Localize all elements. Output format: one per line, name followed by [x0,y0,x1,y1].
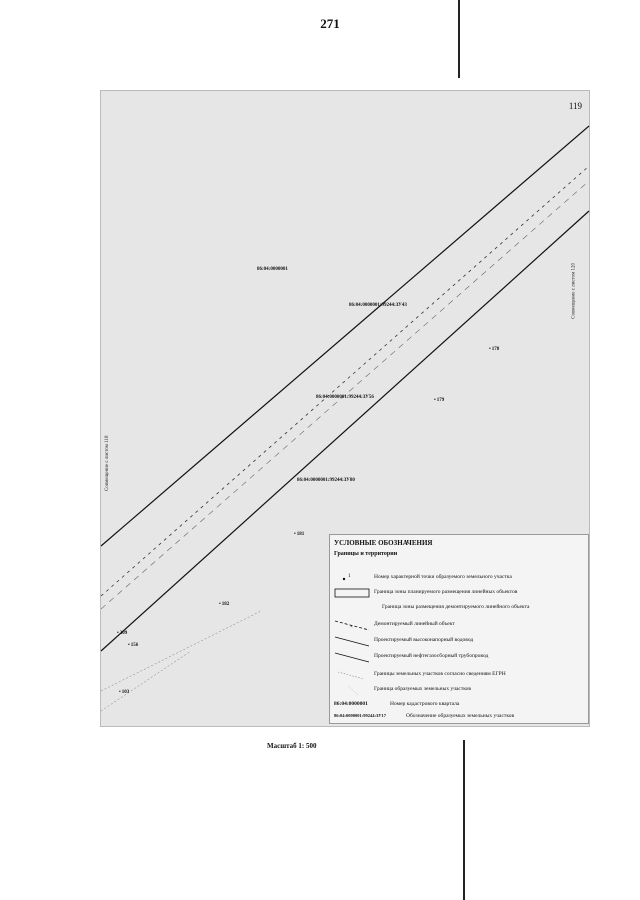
formed-parcel-icon [334,684,370,696]
legend-item-oil-pipeline: Проектируемый нефтегазосборный трубопровод [334,651,588,663]
page-number: 271 [320,16,340,31]
dismantle-line-icon [334,619,370,631]
zone-box-symbol [334,587,370,599]
svg-text:1: 1 [348,574,351,579]
parcel-boundary [101,651,191,711]
map-sheet-number: 119 [568,101,582,111]
oil-gas-pipeline [101,166,589,596]
boundary-point: • 103 [119,690,129,695]
match-line-label-left: Совмещение с листом 118 [105,435,110,491]
legend-item-zone: Граница зоны планируемого размещения линейных объектов [334,587,588,599]
legend-item-dismantle-zone: Граница зоны размещения демонтируемого линейного объекта [334,602,588,614]
match-line-label-right: Совмещение с листом 120 [572,263,577,319]
boundary-point: • 178 [489,347,499,352]
zone-boundary-upper [101,126,589,546]
scan-line-top [458,0,460,78]
boundary-point: • 179 [434,398,444,403]
legend-item-egrn: Границы земельных участков согласно сведениям ЕГРН [334,669,588,681]
map-scale: Масштаб 1: 500 [267,742,317,750]
parcel-label: 86:04:0000001:99244:ЗУ80 [297,478,355,483]
legend-item-point: 1 Номер характерной точки образуемого земельного участка [334,572,588,584]
parcel-label: 86:04:0000001:99244:ЗУ43 [349,303,407,308]
legend-item-dismantle-line: × Демонтируемый линейный объект [334,619,588,631]
parcel-boundary [101,611,261,691]
boundary-point: • 209 [117,631,127,636]
boundary-point: • 156 [128,643,138,648]
dismantle-zone-symbol [334,602,370,614]
oil-pipeline-icon [334,651,370,663]
legend-item-parcel: 86:04:0000001:99244:ЗУ17 Обозначение образуемых земельных участков [334,713,515,719]
legend-item-quarter: 86:04:0000001 Номер кадастрового квартала [334,701,460,707]
boundary-point: • 181 [294,532,304,537]
legend-title: УСЛОВНЫЕ ОБОЗНАЧЕНИЯ [334,539,433,547]
cadastral-quarter-label: 86:04:0000001 [257,267,288,272]
scan-line-bottom [463,740,465,900]
boundary-point: • 182 [219,602,229,607]
water-pipeline-icon [334,635,370,647]
svg-text:×: × [350,625,353,630]
map-sheet [100,90,590,750]
parcel-label: 86:04:0000001:99244:ЗУ56 [316,395,374,400]
map-legend [329,534,589,724]
point-number-symbol [334,572,370,584]
legend-item-water-pipeline: Проектируемый высоконапорный водовод [334,635,588,647]
legend-item-formed: Граница образуемых земельных участков [334,684,588,696]
legend-subtitle: Границы и территории [334,551,398,557]
egrn-boundary-icon [334,669,370,681]
